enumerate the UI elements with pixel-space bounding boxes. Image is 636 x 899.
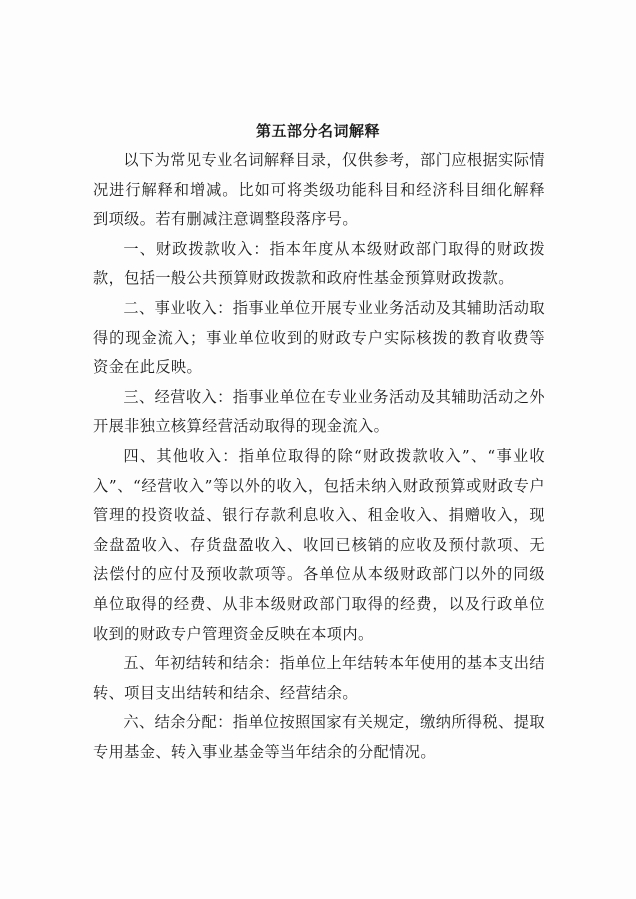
document-body: [93, 146, 545, 767]
paragraph-fiscal-appropriation-income: 一、财政拨款收入：指本年度从本级财政部门取得的财政拨款，包括一般公共预算财政拨款和政府性基金预算财政拨款。: [93, 239, 545, 288]
paragraph-business-income: 二、事业收入：指事业单位开展专业业务活动及其辅助活动取得的现金流入；事业单位收到的财政专户实际核拨的教育收费等资金在此反映。: [93, 298, 545, 377]
paragraph-other-income: 四、其他收入：指单位取得的除“财政拨款收入”、“事业收入”、“经营收入”等以外的收入，包括未纳入财政预算或财政专户管理的投资收益、银行存款利息收入、租金收入、捐赠收入，现金盘盈收入、存货盘盈收入、收回已核销的应收及预付款项、无法偿付的应付及预收款项等。各单位从本级财政部门以外的同级单位取得的经费、从非本级财政部门取得的经费，以及行政单位收到的财政专户管理资金反映在本项内。: [93, 446, 545, 643]
paragraph-balance-distribution: 六、结余分配：指单位按照国家有关规定，缴纳所得税、提取专用基金、转入事业基金等当年结余的分配情况。: [93, 713, 545, 761]
paragraph-carryover-and-balance: 五、年初结转和结余：指单位上年结转本年使用的基本支出结转、项目支出结转和结余、经营结余。: [93, 654, 545, 702]
paragraph-intro: 以下为常见专业名词解释目录，仅供参考，部门应根据实际情况进行解释和增减。比如可将类级功能科目和经济科目细化解释到项级。若有删减注意调整段落序号。: [93, 151, 545, 229]
paragraph-operating-income: 三、经营收入：指事业单位在专业业务活动及其辅助活动之外开展非独立核算经营活动取得的现金流入。: [93, 387, 545, 436]
page-title: 第五部分名词解释: [255, 122, 380, 140]
